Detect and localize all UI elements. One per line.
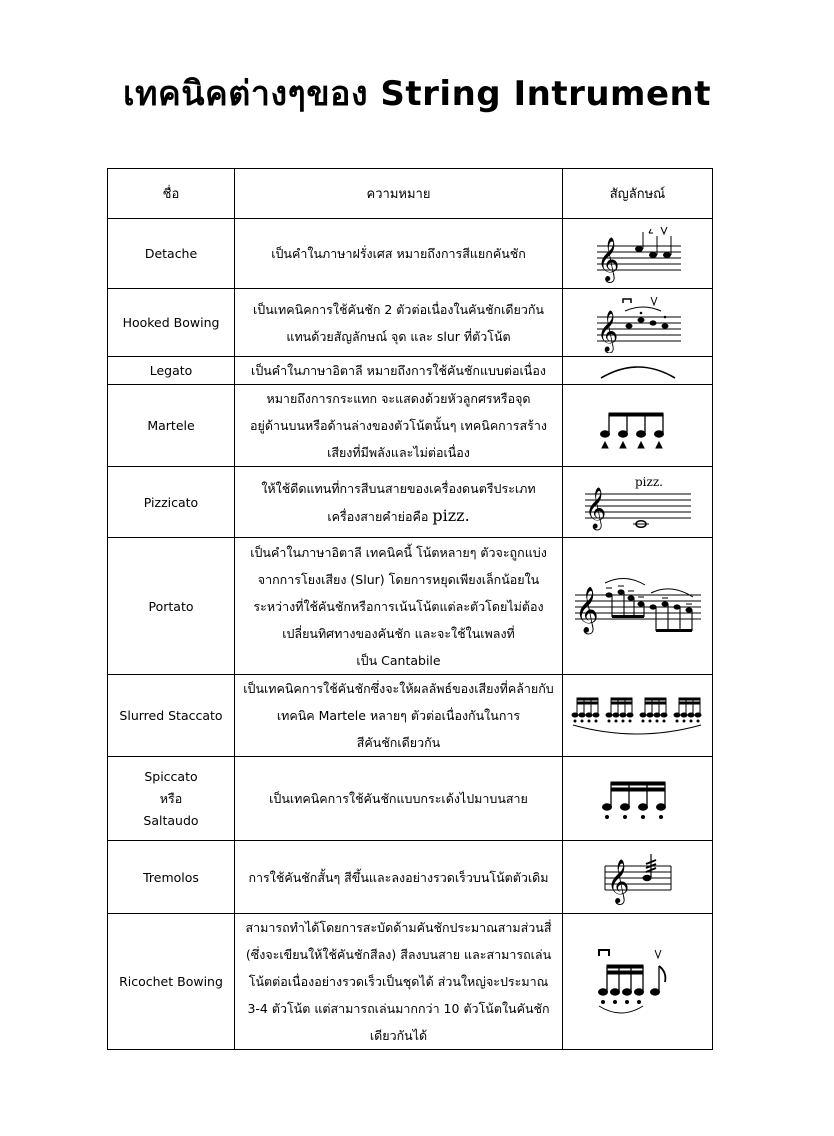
technique-description — [235, 538, 563, 675]
martele-notation-icon — [593, 396, 683, 456]
legato-slur-icon — [593, 360, 683, 382]
technique-name: Slurred Staccato — [108, 675, 235, 757]
technique-symbol — [563, 357, 713, 385]
technique-description — [235, 841, 563, 914]
svg-text:𝄞: 𝄞 — [606, 859, 629, 903]
technique-name-line: Saltaudo — [143, 812, 199, 828]
technique-name-line: Spiccato — [144, 768, 198, 784]
techniques-table — [107, 168, 713, 1050]
description-line: แทนด้วยสัญลักษณ์ จุด และ slur ที่ตัวโน้ต — [286, 328, 511, 344]
technique-description — [235, 289, 563, 357]
technique-description — [235, 675, 563, 757]
header-meaning: ความหมาย — [235, 169, 563, 219]
technique-name: Pizzicato — [108, 467, 235, 538]
description-line: เป็นเทคนิคการใช้คันชัก 2 ตัวต่อเนื่องในคันชักเดียวกัน — [253, 301, 544, 317]
technique-name: Hooked Bowing — [108, 289, 235, 357]
svg-text:𝄞: 𝄞 — [596, 310, 618, 352]
description-line: เดียวกันได้ — [369, 1028, 428, 1043]
technique-symbol — [563, 289, 713, 357]
description-line: จากการโยงเสียง (Slur) โดยการหยุดเพียงเล็กน้อยใน — [257, 571, 540, 587]
technique-name-line: หรือ — [159, 790, 183, 806]
technique-name: Ricochet Bowing — [108, 914, 235, 1050]
technique-symbol — [563, 538, 713, 675]
technique-name: Tremolos — [108, 841, 235, 914]
description-line — [235, 502, 562, 530]
table-row — [108, 467, 713, 538]
technique-name: Detache — [108, 219, 235, 289]
page-title: เทคนิคต่างๆของ String Intrument — [123, 74, 711, 114]
description-line: ระหว่างที่ใช้คันชักหรือการเน้นโน้ตแต่ละตัวโดยไม่ต้อง — [253, 598, 544, 614]
table-row — [108, 841, 713, 914]
technique-symbol — [563, 675, 713, 757]
description-line: สีคันชักเดียวกัน — [356, 735, 441, 750]
svg-text:𝄞: 𝄞 — [574, 587, 599, 633]
table-row — [108, 219, 713, 289]
technique-symbol — [563, 841, 713, 914]
table-row — [108, 757, 713, 841]
table-row — [108, 289, 713, 357]
description-line: เป็นคำในภาษาอิตาลี เทคนิคนี้ โน้ตหลายๆ ตัวจะถูกแบ่ง — [250, 544, 547, 560]
hooked-bowing-notation-icon — [593, 293, 683, 353]
svg-text:𝄞: 𝄞 — [584, 488, 606, 529]
technique-name: Legato — [108, 357, 235, 385]
description-line: โน้ตต่อเนื่องอย่างรวดเร็วเป็นชุดได้ ส่วนใหญ่จะประมาณ — [248, 974, 549, 989]
slurred-staccato-notation-icon — [571, 691, 705, 741]
pizzicato-notation-icon — [583, 472, 693, 532]
table-row — [108, 914, 713, 1050]
technique-description — [235, 385, 563, 467]
technique-description — [235, 219, 563, 289]
description-text: เครื่องสายคำย่อคือ — [327, 508, 429, 524]
description-line: เปลี่ยนทิศทางของคันชัก และจะใช้ในเพลงที่ — [282, 625, 515, 641]
portato-notation-icon — [573, 571, 703, 641]
technique-symbol — [563, 219, 713, 289]
technique-description — [235, 914, 563, 1050]
ricochet-notation-icon — [593, 942, 683, 1022]
description-line: เป็น Cantabile — [356, 652, 441, 668]
description-line: อยู่ด้านบนหรือด้านล่างของตัวโน้ตนั้นๆ เทคนิคการสร้าง — [250, 418, 547, 433]
technique-description — [235, 467, 563, 538]
description-line: 3-4 ตัวโน้ต แต่สามารถเล่นมากกว่า 10 ตัวโน้ตในคันชัก — [247, 1001, 550, 1016]
technique-description — [235, 357, 563, 385]
pizz-marking: pizz. — [634, 475, 663, 489]
technique-name — [108, 757, 235, 841]
description-line: หมายถึงการกระแทก จะแสดงด้วยหัวลูกศรหรือจุด — [266, 391, 531, 406]
description-line: เทคนิค Martele หลายๆ ตัวต่อเนื่องกันในการ — [276, 708, 521, 723]
description-line: เป็นคำในภาษาฝรั่งเศส หมายถึงการสีแยกคันชัก — [271, 246, 526, 261]
table-header-row — [108, 169, 713, 219]
table-row — [108, 385, 713, 467]
description-line: เป็นเทคนิคการใช้คันชักแบบกระเด้งไปมาบนสาย — [269, 791, 528, 806]
technique-name: Martele — [108, 385, 235, 467]
description-line: (ซึ่งจะเขียนให้ใช้คันชักสีลง) สีลงบนสาย และสามารถเล่น — [245, 947, 552, 962]
pizz-abbreviation: pizz. — [432, 505, 470, 525]
header-name: ชื่อ — [108, 169, 235, 219]
table-row — [108, 357, 713, 385]
description-line: ให้ใช้ดีดแทนที่การสีบนสายของเครื่องดนตรีประเภท — [261, 480, 536, 496]
detache-notation-icon — [593, 224, 683, 284]
technique-symbol — [563, 385, 713, 467]
description-line: เสียงที่มีพลังและไม่ต่อเนื่อง — [327, 445, 470, 460]
technique-symbol — [563, 757, 713, 841]
description-line: เป็นคำในภาษาอิตาลี หมายถึงการใช้คันชักแบบต่อเนื่อง — [251, 363, 546, 378]
table-row — [108, 538, 713, 675]
spiccato-notation-icon — [593, 769, 683, 829]
table-row — [108, 675, 713, 757]
svg-text:𝄞: 𝄞 — [596, 236, 619, 281]
description-line: การใช้คันชักสั้นๆ สีขึ้นและลงอย่างรวดเร็วบนโน้ตตัวเดิม — [248, 869, 549, 885]
tremolo-notation-icon — [603, 846, 673, 908]
description-line: สามารถทำได้โดยการสะบัดด้ามคันชักประมาณสามส่วนสี่ — [245, 920, 552, 935]
technique-symbol — [563, 467, 713, 538]
header-symbol: สัญลักษณ์ — [563, 169, 713, 219]
technique-name: Portato — [108, 538, 235, 675]
technique-symbol — [563, 914, 713, 1050]
description-line: เป็นเทคนิคการใช้คันชักซึ่งจะให้ผลลัพธ์ของเสียงที่คล้ายกับ — [243, 681, 554, 696]
technique-description — [235, 757, 563, 841]
